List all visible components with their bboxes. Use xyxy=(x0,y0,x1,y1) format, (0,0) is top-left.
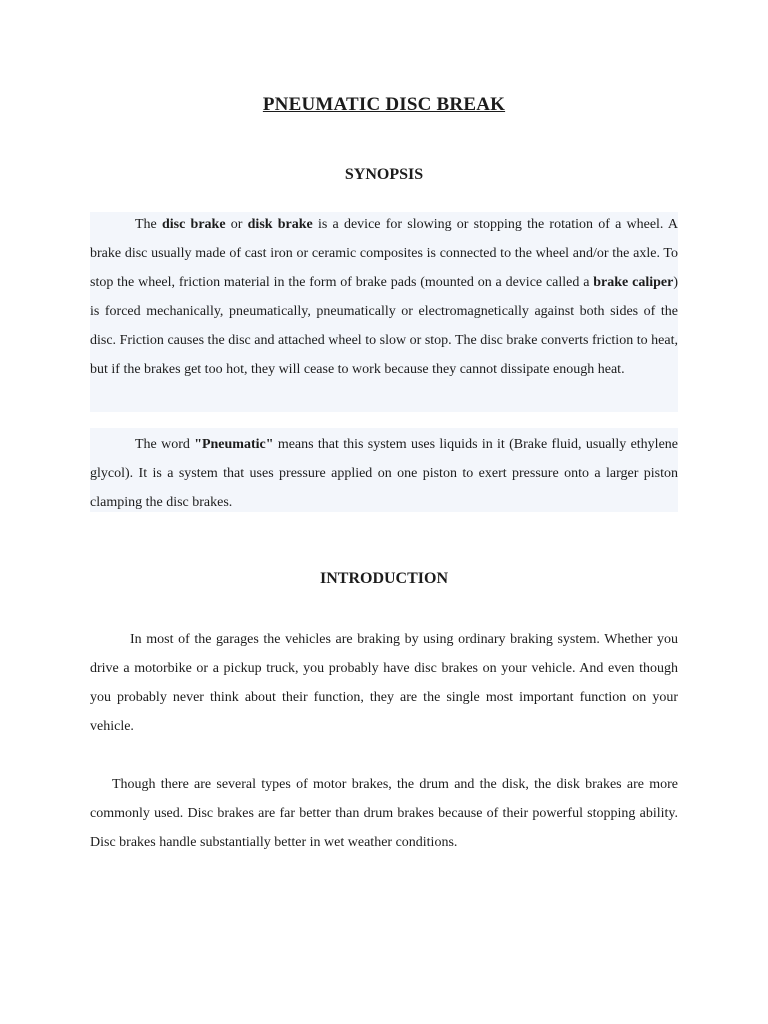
synopsis-heading: SYNOPSIS xyxy=(344,166,424,183)
introduction-paragraph-1: In most of the garages the vehicles are braking by using ordinary braking system. Whether you drive a motorbike or a pickup truck, you probably have disc brakes on your vehicle. And even though you probably never think about their function, they are the single most important function on your vehicle. xyxy=(90,632,678,734)
synopsis-paragraph-2: The word "Pneumatic" means that this system uses liquids in it (Brake fluid, usually ethylene glycol). It is a system that uses pressure applied on one piston to exert pressure onto a larger piston clamping the disc brakes. xyxy=(90,437,678,510)
term-brake-caliper: brake caliper xyxy=(593,275,674,290)
term-disk-brake: disk brake xyxy=(247,217,313,232)
term-pneumatic: "Pneumatic" xyxy=(194,437,274,452)
document-title: PNEUMATIC DISC BREAK xyxy=(262,94,506,115)
synopsis-paragraph-1: The disc brake or disk brake is a device for slowing or stopping the rotation of a wheel. A brake disc usually made of cast iron or ceramic composites is connected to the wheel and/or the axle. To stop the wheel, friction material in the form of brake pads (mounted on a device called a brake caliper) is forced mechanically, pneumatically, pneumatically or electromagnetically against both sides of the disc. Friction causes the disc and attached wheel to slow or stop. The disc brake converts friction to heat, but if the brakes get too hot, they will cease to work because they cannot dissipate enough heat. xyxy=(90,217,678,377)
term-disc-brake: disc brake xyxy=(161,217,226,232)
introduction-paragraph-2: Though there are several types of motor brakes, the drum and the disk, the disk brakes are more commonly used. Disc brakes are far better than drum brakes because of their powerful stopping ability. Disc brakes handle substantially better in wet weather conditions. xyxy=(90,777,678,850)
introduction-heading: INTRODUCTION xyxy=(319,570,448,587)
